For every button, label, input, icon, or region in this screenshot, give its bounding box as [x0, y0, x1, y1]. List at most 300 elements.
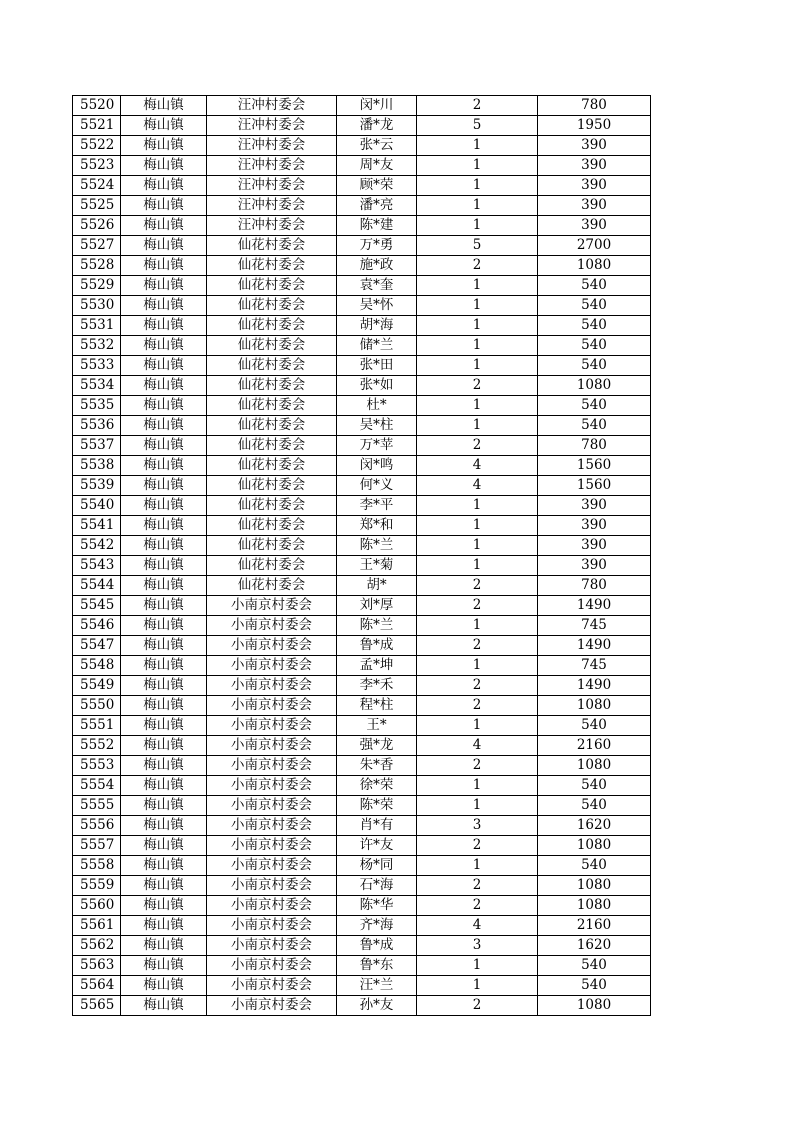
village-cell: 小南京村委会 [207, 716, 337, 736]
row-number-cell: 5527 [73, 236, 121, 256]
town-cell: 梅山镇 [121, 156, 207, 176]
table-row [73, 216, 651, 236]
town-cell: 梅山镇 [121, 196, 207, 216]
amount-cell: 1080 [538, 696, 651, 716]
table-row [73, 676, 651, 696]
name-cell: 闵*鸣 [337, 456, 417, 476]
table-row [73, 476, 651, 496]
count-cell: 3 [417, 936, 538, 956]
village-cell: 仙花村委会 [207, 436, 337, 456]
count-cell: 4 [417, 916, 538, 936]
name-cell: 张*云 [337, 136, 417, 156]
village-cell: 小南京村委会 [207, 856, 337, 876]
village-cell: 仙花村委会 [207, 236, 337, 256]
row-number-cell: 5530 [73, 296, 121, 316]
count-cell: 5 [417, 236, 538, 256]
count-cell: 5 [417, 116, 538, 136]
town-cell: 梅山镇 [121, 476, 207, 496]
amount-cell: 1620 [538, 816, 651, 836]
count-cell: 2 [417, 376, 538, 396]
count-cell: 2 [417, 996, 538, 1016]
table-row [73, 116, 651, 136]
amount-cell: 745 [538, 616, 651, 636]
row-number-cell: 5562 [73, 936, 121, 956]
name-cell: 李*平 [337, 496, 417, 516]
village-cell: 小南京村委会 [207, 996, 337, 1016]
table-row [73, 696, 651, 716]
row-number-cell: 5550 [73, 696, 121, 716]
town-cell: 梅山镇 [121, 376, 207, 396]
table-row [73, 776, 651, 796]
table-row [73, 656, 651, 676]
row-number-cell: 5546 [73, 616, 121, 636]
town-cell: 梅山镇 [121, 516, 207, 536]
town-cell: 梅山镇 [121, 456, 207, 476]
row-number-cell: 5540 [73, 496, 121, 516]
row-number-cell: 5552 [73, 736, 121, 756]
table-row [73, 96, 651, 116]
town-cell: 梅山镇 [121, 396, 207, 416]
name-cell: 胡*海 [337, 316, 417, 336]
table-row [73, 856, 651, 876]
village-cell: 仙花村委会 [207, 476, 337, 496]
table-row [73, 836, 651, 856]
row-number-cell: 5553 [73, 756, 121, 776]
count-cell: 2 [417, 756, 538, 776]
village-cell: 小南京村委会 [207, 896, 337, 916]
town-cell: 梅山镇 [121, 616, 207, 636]
town-cell: 梅山镇 [121, 736, 207, 756]
count-cell: 2 [417, 596, 538, 616]
count-cell: 1 [417, 396, 538, 416]
count-cell: 1 [417, 656, 538, 676]
town-cell: 梅山镇 [121, 676, 207, 696]
count-cell: 2 [417, 696, 538, 716]
count-cell: 1 [417, 296, 538, 316]
amount-cell: 540 [538, 716, 651, 736]
village-cell: 小南京村委会 [207, 616, 337, 636]
village-cell: 仙花村委会 [207, 496, 337, 516]
count-cell: 1 [417, 216, 538, 236]
row-number-cell: 5549 [73, 676, 121, 696]
name-cell: 施*政 [337, 256, 417, 276]
amount-cell: 540 [538, 856, 651, 876]
row-number-cell: 5563 [73, 956, 121, 976]
row-number-cell: 5521 [73, 116, 121, 136]
row-number-cell: 5556 [73, 816, 121, 836]
name-cell: 孟*坤 [337, 656, 417, 676]
town-cell: 梅山镇 [121, 996, 207, 1016]
town-cell: 梅山镇 [121, 896, 207, 916]
count-cell: 2 [417, 436, 538, 456]
count-cell: 1 [417, 416, 538, 436]
town-cell: 梅山镇 [121, 816, 207, 836]
count-cell: 2 [417, 636, 538, 656]
village-cell: 小南京村委会 [207, 916, 337, 936]
row-number-cell: 5544 [73, 576, 121, 596]
name-cell: 许*友 [337, 836, 417, 856]
town-cell: 梅山镇 [121, 176, 207, 196]
village-cell: 仙花村委会 [207, 396, 337, 416]
table-row [73, 536, 651, 556]
count-cell: 1 [417, 516, 538, 536]
name-cell: 何*义 [337, 476, 417, 496]
town-cell: 梅山镇 [121, 936, 207, 956]
amount-cell: 540 [538, 796, 651, 816]
table-row [73, 496, 651, 516]
row-number-cell: 5559 [73, 876, 121, 896]
count-cell: 2 [417, 896, 538, 916]
village-cell: 仙花村委会 [207, 336, 337, 356]
count-cell: 1 [417, 856, 538, 876]
table-row [73, 256, 651, 276]
village-cell: 小南京村委会 [207, 836, 337, 856]
village-cell: 小南京村委会 [207, 936, 337, 956]
village-cell: 汪冲村委会 [207, 216, 337, 236]
row-number-cell: 5534 [73, 376, 121, 396]
count-cell: 1 [417, 156, 538, 176]
name-cell: 郑*和 [337, 516, 417, 536]
amount-cell: 1080 [538, 376, 651, 396]
count-cell: 1 [417, 556, 538, 576]
count-cell: 1 [417, 716, 538, 736]
row-number-cell: 5565 [73, 996, 121, 1016]
row-number-cell: 5542 [73, 536, 121, 556]
table-row [73, 636, 651, 656]
table-row [73, 896, 651, 916]
table-row [73, 936, 651, 956]
town-cell: 梅山镇 [121, 956, 207, 976]
row-number-cell: 5522 [73, 136, 121, 156]
row-number-cell: 5528 [73, 256, 121, 276]
amount-cell: 1080 [538, 996, 651, 1016]
name-cell: 吴*怀 [337, 296, 417, 316]
amount-cell: 2160 [538, 736, 651, 756]
name-cell: 万*苹 [337, 436, 417, 456]
table-row [73, 576, 651, 596]
count-cell: 1 [417, 276, 538, 296]
table-row [73, 616, 651, 636]
name-cell: 陈*建 [337, 216, 417, 236]
count-cell: 2 [417, 256, 538, 276]
row-number-cell: 5520 [73, 96, 121, 116]
amount-cell: 2160 [538, 916, 651, 936]
row-number-cell: 5547 [73, 636, 121, 656]
village-cell: 小南京村委会 [207, 676, 337, 696]
table-row [73, 456, 651, 476]
town-cell: 梅山镇 [121, 696, 207, 716]
amount-cell: 540 [538, 396, 651, 416]
village-cell: 小南京村委会 [207, 816, 337, 836]
count-cell: 1 [417, 776, 538, 796]
town-cell: 梅山镇 [121, 296, 207, 316]
count-cell: 1 [417, 196, 538, 216]
village-cell: 小南京村委会 [207, 876, 337, 896]
name-cell: 肖*有 [337, 816, 417, 836]
amount-cell: 1080 [538, 896, 651, 916]
table-row [73, 596, 651, 616]
name-cell: 孙*友 [337, 996, 417, 1016]
row-number-cell: 5541 [73, 516, 121, 536]
name-cell: 万*勇 [337, 236, 417, 256]
name-cell: 张*田 [337, 356, 417, 376]
count-cell: 1 [417, 976, 538, 996]
village-cell: 仙花村委会 [207, 576, 337, 596]
amount-cell: 1950 [538, 116, 651, 136]
row-number-cell: 5551 [73, 716, 121, 736]
name-cell: 陈*华 [337, 896, 417, 916]
row-number-cell: 5525 [73, 196, 121, 216]
village-cell: 小南京村委会 [207, 636, 337, 656]
amount-cell: 390 [538, 136, 651, 156]
amount-cell: 390 [538, 536, 651, 556]
name-cell: 陈*兰 [337, 616, 417, 636]
count-cell: 3 [417, 816, 538, 836]
amount-cell: 780 [538, 576, 651, 596]
town-cell: 梅山镇 [121, 116, 207, 136]
name-cell: 闵*川 [337, 96, 417, 116]
table-row [73, 136, 651, 156]
name-cell: 李*禾 [337, 676, 417, 696]
village-cell: 汪冲村委会 [207, 136, 337, 156]
village-cell: 汪冲村委会 [207, 116, 337, 136]
row-number-cell: 5545 [73, 596, 121, 616]
name-cell: 顾*荣 [337, 176, 417, 196]
name-cell: 强*龙 [337, 736, 417, 756]
count-cell: 4 [417, 456, 538, 476]
town-cell: 梅山镇 [121, 756, 207, 776]
table-row [73, 176, 651, 196]
count-cell: 1 [417, 536, 538, 556]
count-cell: 1 [417, 616, 538, 636]
town-cell: 梅山镇 [121, 216, 207, 236]
count-cell: 2 [417, 836, 538, 856]
count-cell: 4 [417, 476, 538, 496]
row-number-cell: 5526 [73, 216, 121, 236]
village-cell: 仙花村委会 [207, 256, 337, 276]
name-cell: 汪*兰 [337, 976, 417, 996]
table-row [73, 876, 651, 896]
amount-cell: 1080 [538, 876, 651, 896]
town-cell: 梅山镇 [121, 776, 207, 796]
row-number-cell: 5555 [73, 796, 121, 816]
town-cell: 梅山镇 [121, 976, 207, 996]
amount-cell: 540 [538, 296, 651, 316]
row-number-cell: 5537 [73, 436, 121, 456]
row-number-cell: 5557 [73, 836, 121, 856]
table-row [73, 416, 651, 436]
table-row [73, 716, 651, 736]
name-cell: 潘*龙 [337, 116, 417, 136]
town-cell: 梅山镇 [121, 256, 207, 276]
name-cell: 齐*海 [337, 916, 417, 936]
town-cell: 梅山镇 [121, 716, 207, 736]
count-cell: 2 [417, 876, 538, 896]
table-row [73, 156, 651, 176]
count-cell: 1 [417, 336, 538, 356]
name-cell: 程*柱 [337, 696, 417, 716]
name-cell: 鲁*成 [337, 636, 417, 656]
town-cell: 梅山镇 [121, 436, 207, 456]
village-cell: 仙花村委会 [207, 416, 337, 436]
amount-cell: 390 [538, 496, 651, 516]
count-cell: 1 [417, 796, 538, 816]
row-number-cell: 5529 [73, 276, 121, 296]
count-cell: 2 [417, 676, 538, 696]
name-cell: 吴*柱 [337, 416, 417, 436]
name-cell: 周*友 [337, 156, 417, 176]
amount-cell: 390 [538, 216, 651, 236]
name-cell: 潘*亮 [337, 196, 417, 216]
name-cell: 陈*兰 [337, 536, 417, 556]
village-cell: 仙花村委会 [207, 456, 337, 476]
table-row [73, 516, 651, 536]
name-cell: 刘*厚 [337, 596, 417, 616]
village-cell: 仙花村委会 [207, 356, 337, 376]
town-cell: 梅山镇 [121, 916, 207, 936]
amount-cell: 1620 [538, 936, 651, 956]
amount-cell: 745 [538, 656, 651, 676]
table-row [73, 916, 651, 936]
village-cell: 小南京村委会 [207, 656, 337, 676]
name-cell: 王*菊 [337, 556, 417, 576]
amount-cell: 540 [538, 276, 651, 296]
amount-cell: 540 [538, 416, 651, 436]
town-cell: 梅山镇 [121, 856, 207, 876]
table-row [73, 816, 651, 836]
row-number-cell: 5538 [73, 456, 121, 476]
town-cell: 梅山镇 [121, 416, 207, 436]
village-cell: 仙花村委会 [207, 376, 337, 396]
village-cell: 小南京村委会 [207, 596, 337, 616]
name-cell: 朱*香 [337, 756, 417, 776]
row-number-cell: 5536 [73, 416, 121, 436]
amount-cell: 540 [538, 776, 651, 796]
table-row [73, 276, 651, 296]
amount-cell: 390 [538, 156, 651, 176]
amount-cell: 1560 [538, 456, 651, 476]
amount-cell: 1490 [538, 596, 651, 616]
amount-cell: 1560 [538, 476, 651, 496]
name-cell: 王* [337, 716, 417, 736]
amount-cell: 540 [538, 956, 651, 976]
table-row [73, 736, 651, 756]
table-row [73, 996, 651, 1016]
amount-cell: 390 [538, 196, 651, 216]
count-cell: 2 [417, 96, 538, 116]
table-row [73, 196, 651, 216]
village-cell: 小南京村委会 [207, 696, 337, 716]
count-cell: 1 [417, 496, 538, 516]
amount-cell: 390 [538, 556, 651, 576]
name-cell: 鲁*成 [337, 936, 417, 956]
table-row [73, 296, 651, 316]
town-cell: 梅山镇 [121, 656, 207, 676]
table-row [73, 796, 651, 816]
name-cell: 袁*奎 [337, 276, 417, 296]
name-cell: 杨*同 [337, 856, 417, 876]
town-cell: 梅山镇 [121, 796, 207, 816]
village-cell: 仙花村委会 [207, 516, 337, 536]
data-table [72, 95, 651, 1016]
amount-cell: 780 [538, 436, 651, 456]
amount-cell: 780 [538, 96, 651, 116]
row-number-cell: 5543 [73, 556, 121, 576]
name-cell: 胡* [337, 576, 417, 596]
row-number-cell: 5533 [73, 356, 121, 376]
village-cell: 汪冲村委会 [207, 156, 337, 176]
row-number-cell: 5524 [73, 176, 121, 196]
table-row [73, 236, 651, 256]
town-cell: 梅山镇 [121, 356, 207, 376]
amount-cell: 1490 [538, 676, 651, 696]
name-cell: 陈*荣 [337, 796, 417, 816]
table-row [73, 956, 651, 976]
amount-cell: 390 [538, 516, 651, 536]
amount-cell: 1080 [538, 836, 651, 856]
row-number-cell: 5531 [73, 316, 121, 336]
row-number-cell: 5535 [73, 396, 121, 416]
village-cell: 汪冲村委会 [207, 196, 337, 216]
amount-cell: 1080 [538, 256, 651, 276]
amount-cell: 390 [538, 176, 651, 196]
village-cell: 小南京村委会 [207, 976, 337, 996]
table-row [73, 396, 651, 416]
count-cell: 1 [417, 136, 538, 156]
town-cell: 梅山镇 [121, 336, 207, 356]
table-row [73, 556, 651, 576]
name-cell: 徐*荣 [337, 776, 417, 796]
town-cell: 梅山镇 [121, 496, 207, 516]
row-number-cell: 5554 [73, 776, 121, 796]
table-body [73, 96, 651, 1016]
amount-cell: 540 [538, 316, 651, 336]
town-cell: 梅山镇 [121, 636, 207, 656]
village-cell: 小南京村委会 [207, 796, 337, 816]
amount-cell: 540 [538, 976, 651, 996]
amount-cell: 540 [538, 336, 651, 356]
village-cell: 小南京村委会 [207, 956, 337, 976]
row-number-cell: 5523 [73, 156, 121, 176]
table-row [73, 356, 651, 376]
row-number-cell: 5564 [73, 976, 121, 996]
table-row [73, 316, 651, 336]
name-cell: 鲁*东 [337, 956, 417, 976]
row-number-cell: 5560 [73, 896, 121, 916]
name-cell: 张*如 [337, 376, 417, 396]
row-number-cell: 5532 [73, 336, 121, 356]
town-cell: 梅山镇 [121, 276, 207, 296]
row-number-cell: 5558 [73, 856, 121, 876]
row-number-cell: 5561 [73, 916, 121, 936]
town-cell: 梅山镇 [121, 876, 207, 896]
town-cell: 梅山镇 [121, 316, 207, 336]
count-cell: 1 [417, 176, 538, 196]
amount-cell: 2700 [538, 236, 651, 256]
count-cell: 4 [417, 736, 538, 756]
table-row [73, 376, 651, 396]
amount-cell: 540 [538, 356, 651, 376]
table-row [73, 436, 651, 456]
count-cell: 1 [417, 956, 538, 976]
town-cell: 梅山镇 [121, 836, 207, 856]
town-cell: 梅山镇 [121, 556, 207, 576]
village-cell: 仙花村委会 [207, 276, 337, 296]
table-row [73, 976, 651, 996]
village-cell: 汪冲村委会 [207, 176, 337, 196]
town-cell: 梅山镇 [121, 596, 207, 616]
count-cell: 2 [417, 576, 538, 596]
